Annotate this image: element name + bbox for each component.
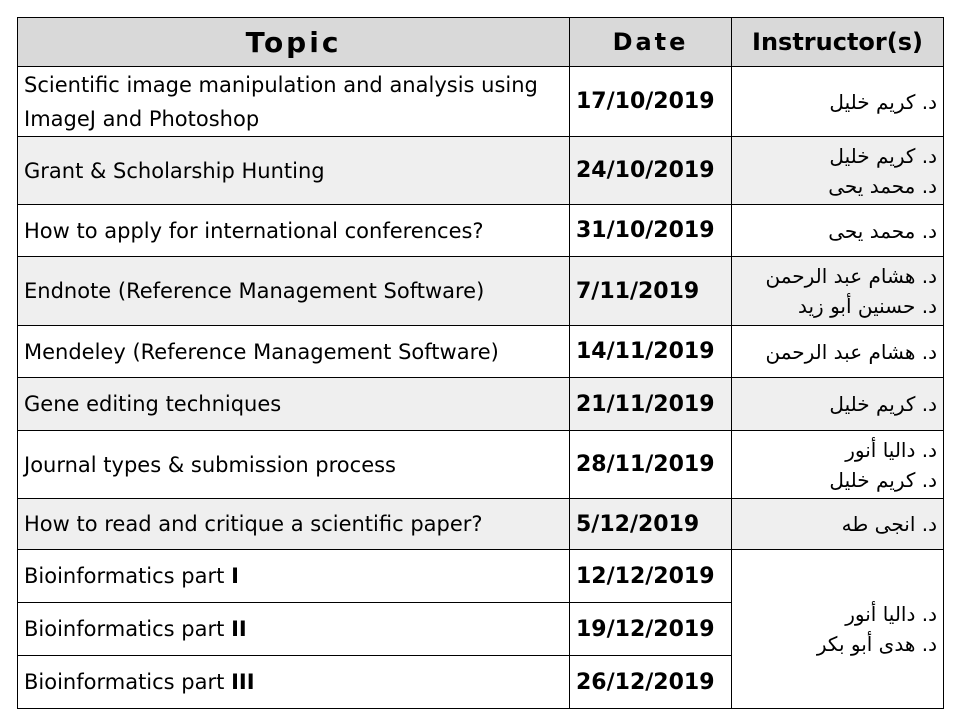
part-number: I xyxy=(231,564,239,588)
instructor-cell xyxy=(732,499,944,550)
date-cell: 26/12/2019 xyxy=(570,656,732,709)
schedule-table xyxy=(17,17,944,709)
topic-text: Bioinformatics part xyxy=(24,617,225,641)
instructor-name: د. كريم خليل xyxy=(829,89,937,114)
table-row xyxy=(18,550,944,603)
table-row xyxy=(18,137,944,205)
table-row xyxy=(18,67,944,137)
topic-cell: How to apply for international conferences? xyxy=(18,205,570,257)
instructor-cell xyxy=(732,431,944,499)
instructor-cell xyxy=(732,378,944,431)
topic-cell: Scientific image manipulation and analysis using ImageJ and Photoshop xyxy=(18,67,570,137)
topic-text: Bioinformatics part xyxy=(24,564,225,588)
table-row xyxy=(18,499,944,550)
instructor-name: د. حسنين أبو زيد xyxy=(797,294,937,318)
instructor-cell xyxy=(732,257,944,326)
topic-cell xyxy=(18,656,570,709)
instructor-name: د. كريم خليل xyxy=(829,143,937,168)
instructor-header: Instructor(s) xyxy=(732,18,944,67)
instructor-name: د. هدى أبو بكر xyxy=(816,632,937,656)
instructor-cell xyxy=(732,326,944,378)
instructor-name: د. كريم خليل xyxy=(829,392,937,416)
part-number: II xyxy=(231,617,247,641)
topic-cell: Mendeley (Reference Management Software) xyxy=(18,326,570,378)
topic-cell xyxy=(18,550,570,603)
instructor-name: د. محمد يحى xyxy=(828,218,937,243)
topic-cell: Grant & Scholarship Hunting xyxy=(18,137,570,205)
date-header: Date xyxy=(570,18,732,67)
table-row xyxy=(18,431,944,499)
part-number: III xyxy=(231,670,255,694)
date-cell: 14/11/2019 xyxy=(570,326,732,378)
topic-text: Bioinformatics part xyxy=(24,670,225,694)
instructor-name: د. محمد يحى xyxy=(828,173,937,198)
date-cell: 24/10/2019 xyxy=(570,137,732,205)
topic-cell xyxy=(18,603,570,656)
instructor-name: د. هشام عبد الرحمن xyxy=(765,339,937,364)
instructor-name: د. داليا أنور xyxy=(845,602,937,626)
date-cell: 17/10/2019 xyxy=(570,67,732,137)
date-cell: 19/12/2019 xyxy=(570,603,732,656)
instructor-cell xyxy=(732,67,944,137)
instructor-cell xyxy=(732,205,944,257)
instructor-cell-merged xyxy=(732,550,944,709)
instructor-name: د. هشام عبد الرحمن xyxy=(765,264,937,288)
instructor-name: د. كريم خليل xyxy=(829,467,937,492)
date-cell: 21/11/2019 xyxy=(570,378,732,431)
table-row xyxy=(18,378,944,431)
header-row xyxy=(18,18,944,67)
topic-cell: How to read and critique a scientific paper? xyxy=(18,499,570,550)
instructor-cell xyxy=(732,137,944,205)
topic-cell: Endnote (Reference Management Software) xyxy=(18,257,570,326)
table-row xyxy=(18,205,944,257)
topic-cell: Gene editing techniques xyxy=(18,378,570,431)
date-cell: 28/11/2019 xyxy=(570,431,732,499)
instructor-name: د. انجى طه xyxy=(841,512,937,536)
date-cell: 31/10/2019 xyxy=(570,205,732,257)
topic-header: Topic xyxy=(18,18,570,67)
date-cell: 5/12/2019 xyxy=(570,499,732,550)
table-row xyxy=(18,326,944,378)
instructor-name: د. داليا أنور xyxy=(845,437,937,462)
date-cell: 7/11/2019 xyxy=(570,257,732,326)
date-cell: 12/12/2019 xyxy=(570,550,732,603)
topic-cell: Journal types & submission process xyxy=(18,431,570,499)
table-row xyxy=(18,257,944,326)
